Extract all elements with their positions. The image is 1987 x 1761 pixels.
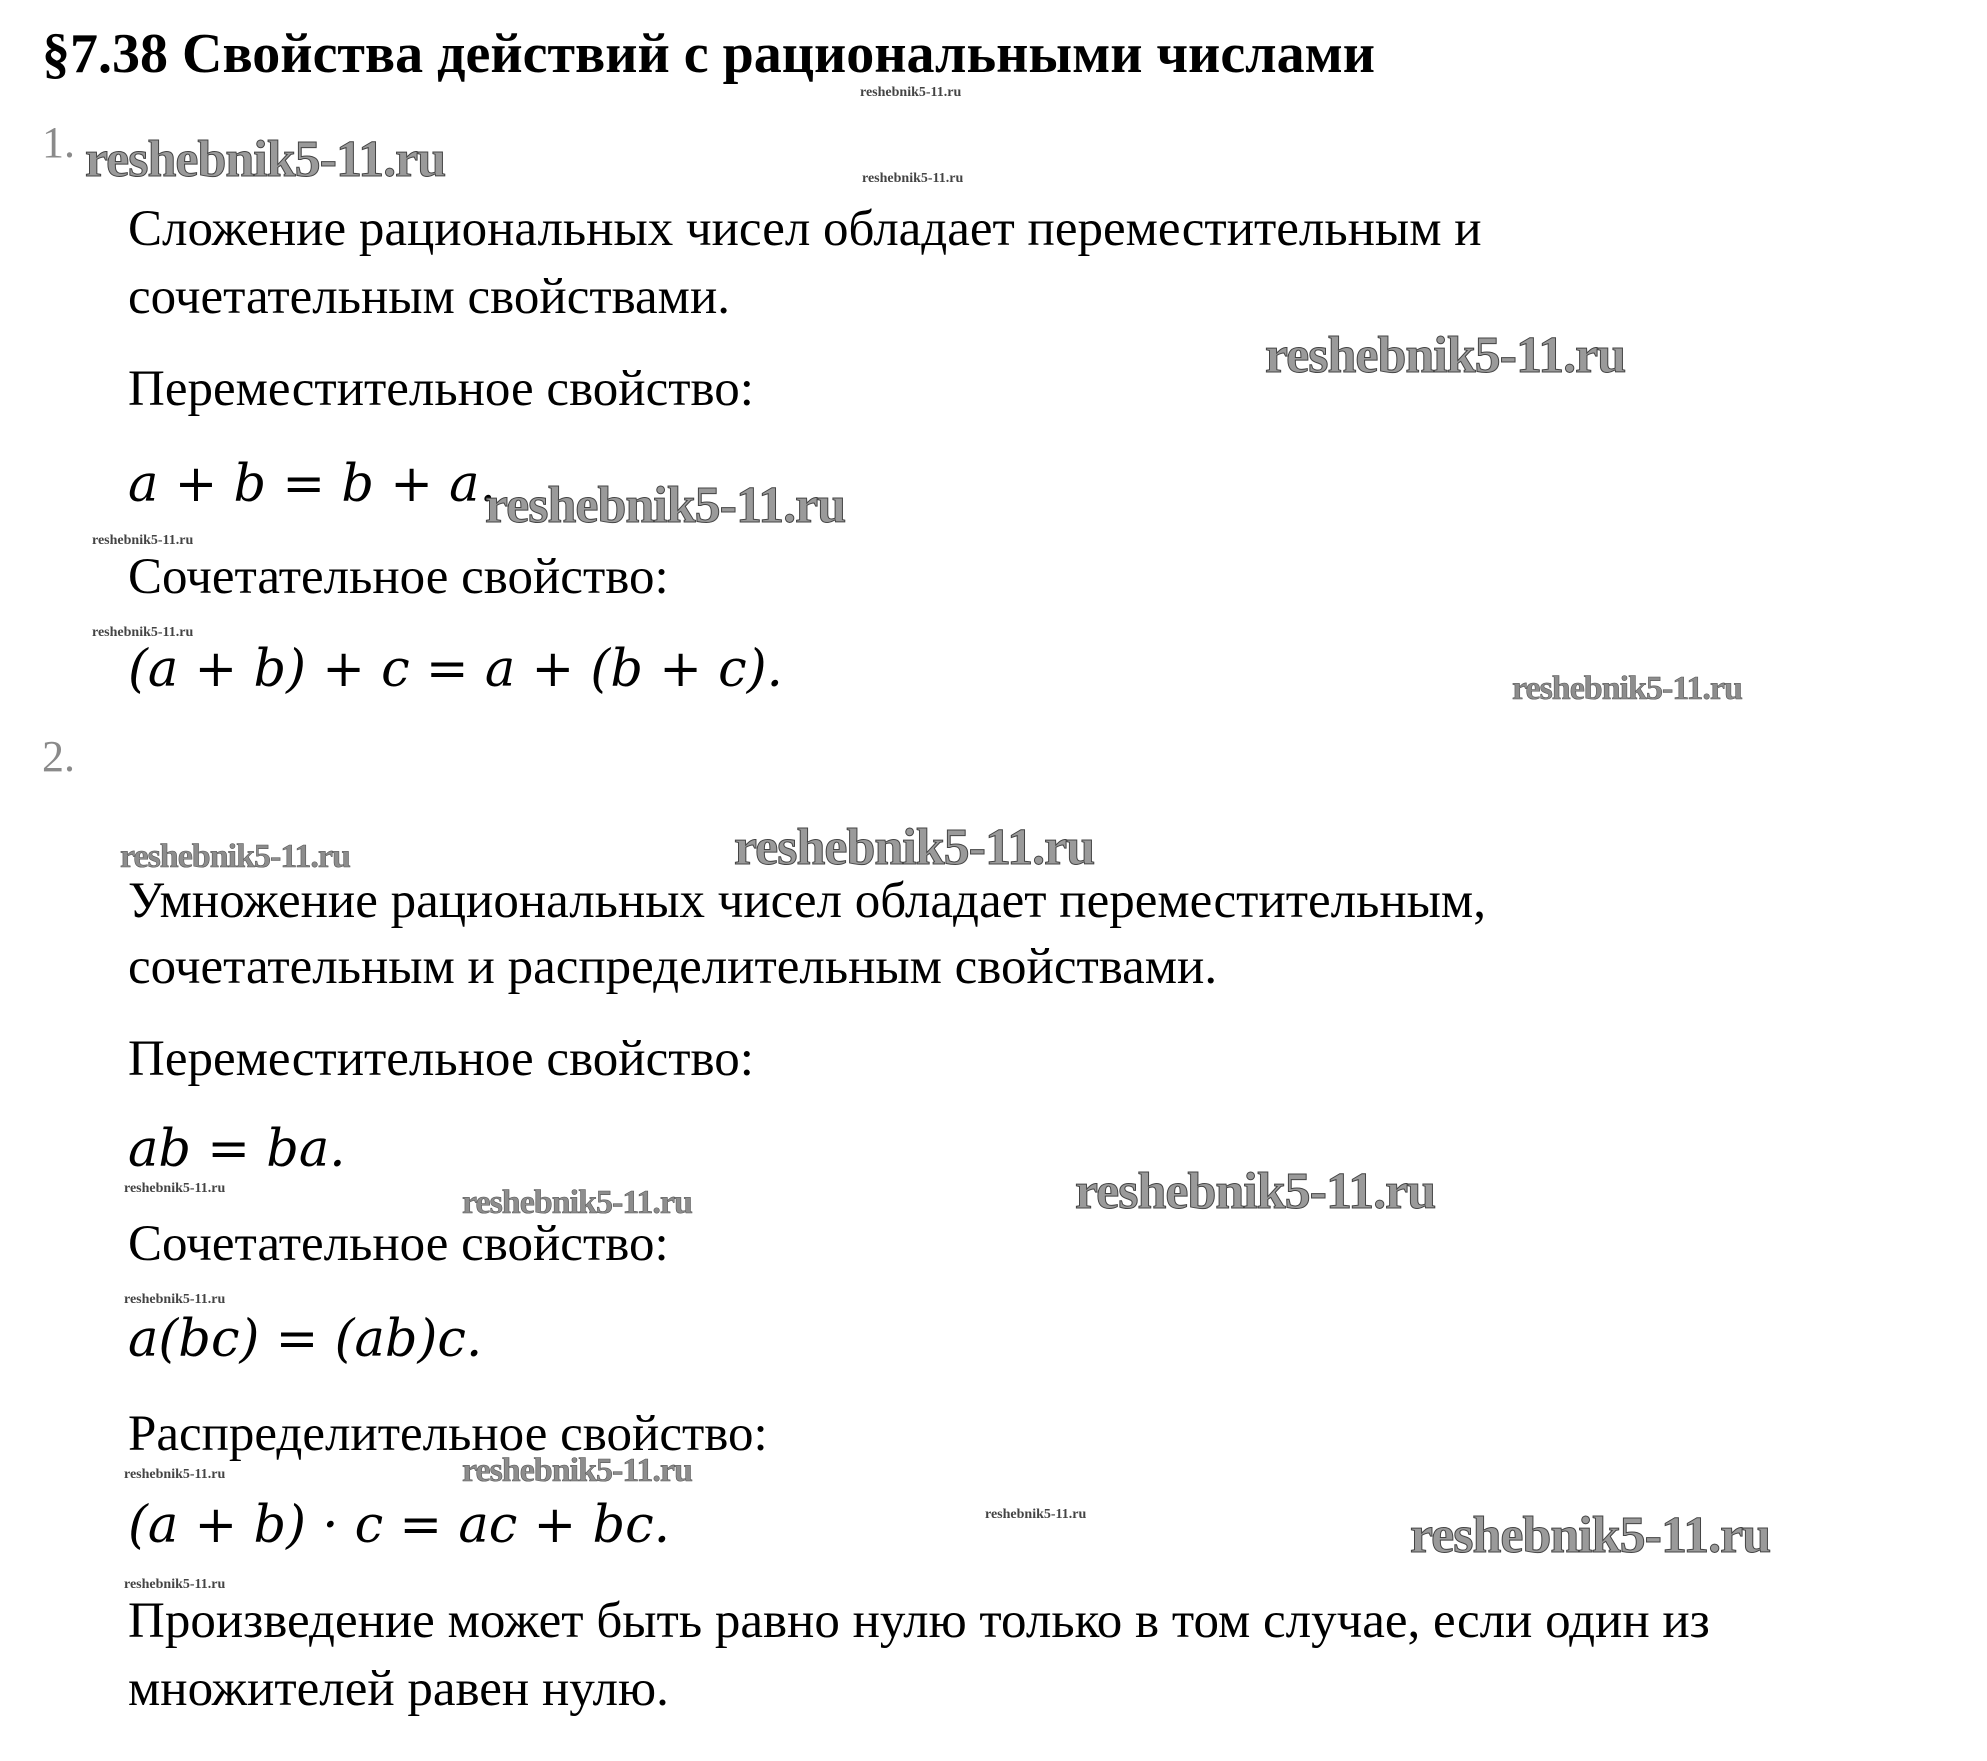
watermark: reshebnik5-11.ru	[124, 1181, 226, 1196]
watermark: reshebnik5-11.ru	[734, 819, 1095, 876]
watermark: reshebnik5-11.ru	[1410, 1507, 1771, 1564]
section-2-commutative-label: Переместительное свойство:	[128, 1031, 754, 1087]
watermark: reshebnik5-11.ru	[985, 1507, 1087, 1522]
watermark: reshebnik5-11.ru	[1265, 327, 1626, 384]
section-1-number: 1.	[42, 118, 75, 167]
section-2-commutative-formula: ab = ba.	[128, 1120, 346, 1179]
watermark: reshebnik5-11.ru	[124, 1292, 226, 1307]
section-1-commutative-formula: a + b = b + a.	[128, 455, 496, 514]
page-title: §7.38 Свойства действий с рациональными числами	[42, 23, 1376, 85]
watermark: reshebnik5-11.ru	[92, 533, 194, 548]
section-1-intro-line2: сочетательным свойствами.	[128, 269, 730, 325]
section-2-number: 2.	[42, 732, 75, 781]
section-1-associative-label: Сочетательное свойство:	[128, 549, 669, 605]
section-1-intro-line1: Сложение рациональных чисел обладает переместительным и	[128, 201, 1482, 257]
watermark: reshebnik5-11.ru	[1512, 670, 1742, 707]
section-2-distributive-formula: (a + b) · c = ac + bc.	[128, 1496, 670, 1555]
section-2-associative-label: Сочетательное свойство:	[128, 1216, 669, 1272]
watermark: reshebnik5-11.ru	[860, 85, 962, 100]
section-2-distributive-label: Распределительное свойство:	[128, 1406, 768, 1462]
watermark: reshebnik5-11.ru	[485, 477, 846, 534]
watermark: reshebnik5-11.ru	[120, 838, 350, 875]
section-1-commutative-label: Переместительное свойство:	[128, 361, 754, 417]
watermark: reshebnik5-11.ru	[85, 131, 446, 188]
watermark: reshebnik5-11.ru	[1075, 1163, 1436, 1220]
section-1-associative-formula: (a + b) + c = a + (b + c).	[128, 640, 783, 699]
section-2-intro-line1: Умножение рациональных чисел обладает переместительным,	[128, 873, 1486, 929]
section-2-intro-line2: сочетательным и распределительным свойствами.	[128, 939, 1218, 995]
section-2-associative-formula: a(bc) = (ab)c.	[128, 1310, 483, 1369]
watermark: reshebnik5-11.ru	[462, 1184, 692, 1221]
watermark: reshebnik5-11.ru	[462, 1452, 692, 1489]
watermark: reshebnik5-11.ru	[124, 1467, 226, 1482]
watermark: reshebnik5-11.ru	[92, 625, 194, 640]
section-2-conclusion-line2: множителей равен нулю.	[128, 1661, 669, 1717]
watermark: reshebnik5-11.ru	[124, 1577, 226, 1592]
watermark: reshebnik5-11.ru	[862, 171, 964, 186]
section-2-conclusion-line1: Произведение может быть равно нулю только в том случае, если один из	[128, 1593, 1710, 1649]
